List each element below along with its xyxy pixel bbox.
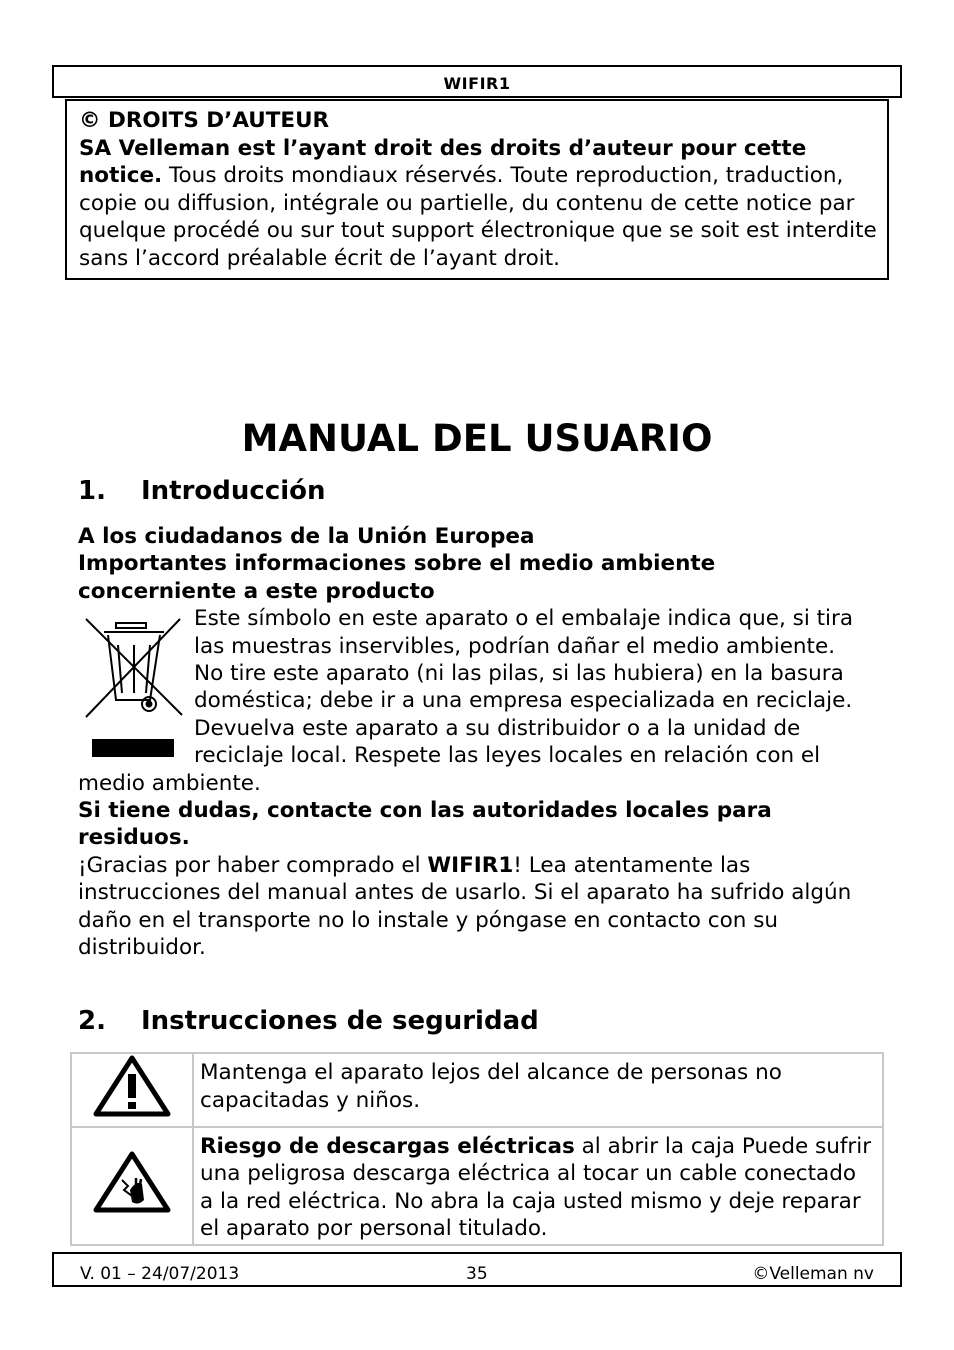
electric-shock-icon <box>92 1150 172 1214</box>
warning-icon <box>92 1054 172 1118</box>
section-1-body <box>78 523 878 962</box>
header-title: WIFIR1 <box>443 74 511 93</box>
footer-copyright: ©Velleman nv <box>752 1264 874 1284</box>
footer-version: V. 01 – 24/07/2013 <box>80 1264 240 1284</box>
section-2-heading <box>78 1006 539 1036</box>
safety-icon-cell <box>71 1053 193 1127</box>
product-name: WIFIR1 <box>427 852 514 878</box>
page-header <box>52 65 902 98</box>
thanks-text: ! Lea atentamente las instrucciones del manual antes de usarlo. Si el aparato ha sufrido algún daño en el transporte no lo instale y póngase en contacto con su distribuidor. <box>78 852 852 961</box>
page-title: MANUAL DEL USUARIO <box>241 417 713 460</box>
thanks-prefix: ¡Gracias por haber comprado el <box>78 852 428 878</box>
weee-text: Este símbolo en este aparato o el embalaje indica que, si tira las muestras inservibles, podrían dañar el medio ambiente. No tire este aparato (ni las pilas, si las hubiera) en la basura doméstica; debe ir a una empresa especializada en reciclaje. Devuelva este aparato a su distribuidor o a la unidad de reciclaje local. Respete las leyes locales en relación con el medio ambiente. <box>78 606 854 796</box>
section-1-number: 1. <box>78 476 106 506</box>
safety-text-cell <box>193 1053 883 1127</box>
section-2-number: 2. <box>78 1006 106 1036</box>
copyright-bold-lead: SA Velleman est l’ayant droit des droits d’auteur pour cette notice. <box>79 135 807 189</box>
safety-text-2: al abrir la caja Puede sufrir una peligrosa descarga eléctrica al tocar un cable conectado a la red eléctrica. No abra la caja usted mismo y deje reparar el aparato por personal titulado. <box>200 1133 872 1242</box>
local-authorities-note: Si tiene dudas, contacte con las autoridades locales para residuos. <box>78 798 772 851</box>
safety-table <box>70 1052 884 1246</box>
page-footer <box>52 1252 902 1287</box>
copyright-heading: © DROITS D’AUTEUR <box>79 108 330 133</box>
safety-text-1: Mantenga el aparato lejos del alcance de personas no capacitadas y niños. <box>200 1060 782 1113</box>
safety-icon-cell <box>71 1127 193 1245</box>
safety-row <box>71 1127 883 1245</box>
copyright-notice <box>65 99 889 280</box>
copyright-text: Tous droits mondiaux réservés. Toute reproduction, traduction, copie ou diffusion, intégrale ou partielle, du contenu de cette notice par quelque procédé ou sur tout support électronique que se soit est interdite sans l’accord préalable écrit de l’ayant droit. <box>79 163 877 271</box>
shock-risk-label: Riesgo de descargas eléctricas <box>200 1133 575 1159</box>
section-1-title: Introducción <box>141 476 326 506</box>
footer-page-number: 35 <box>466 1264 488 1284</box>
safety-row <box>71 1053 883 1127</box>
environment-subheading: Importantes informaciones sobre el medio ambiente concerniente a este producto <box>78 551 716 604</box>
weee-bin-icon <box>78 605 188 763</box>
section-2-title: Instrucciones de seguridad <box>141 1006 539 1036</box>
safety-text-cell <box>193 1127 883 1245</box>
eu-subheading: A los ciudadanos de la Unión Europea <box>78 524 535 549</box>
section-1-heading <box>78 476 326 506</box>
